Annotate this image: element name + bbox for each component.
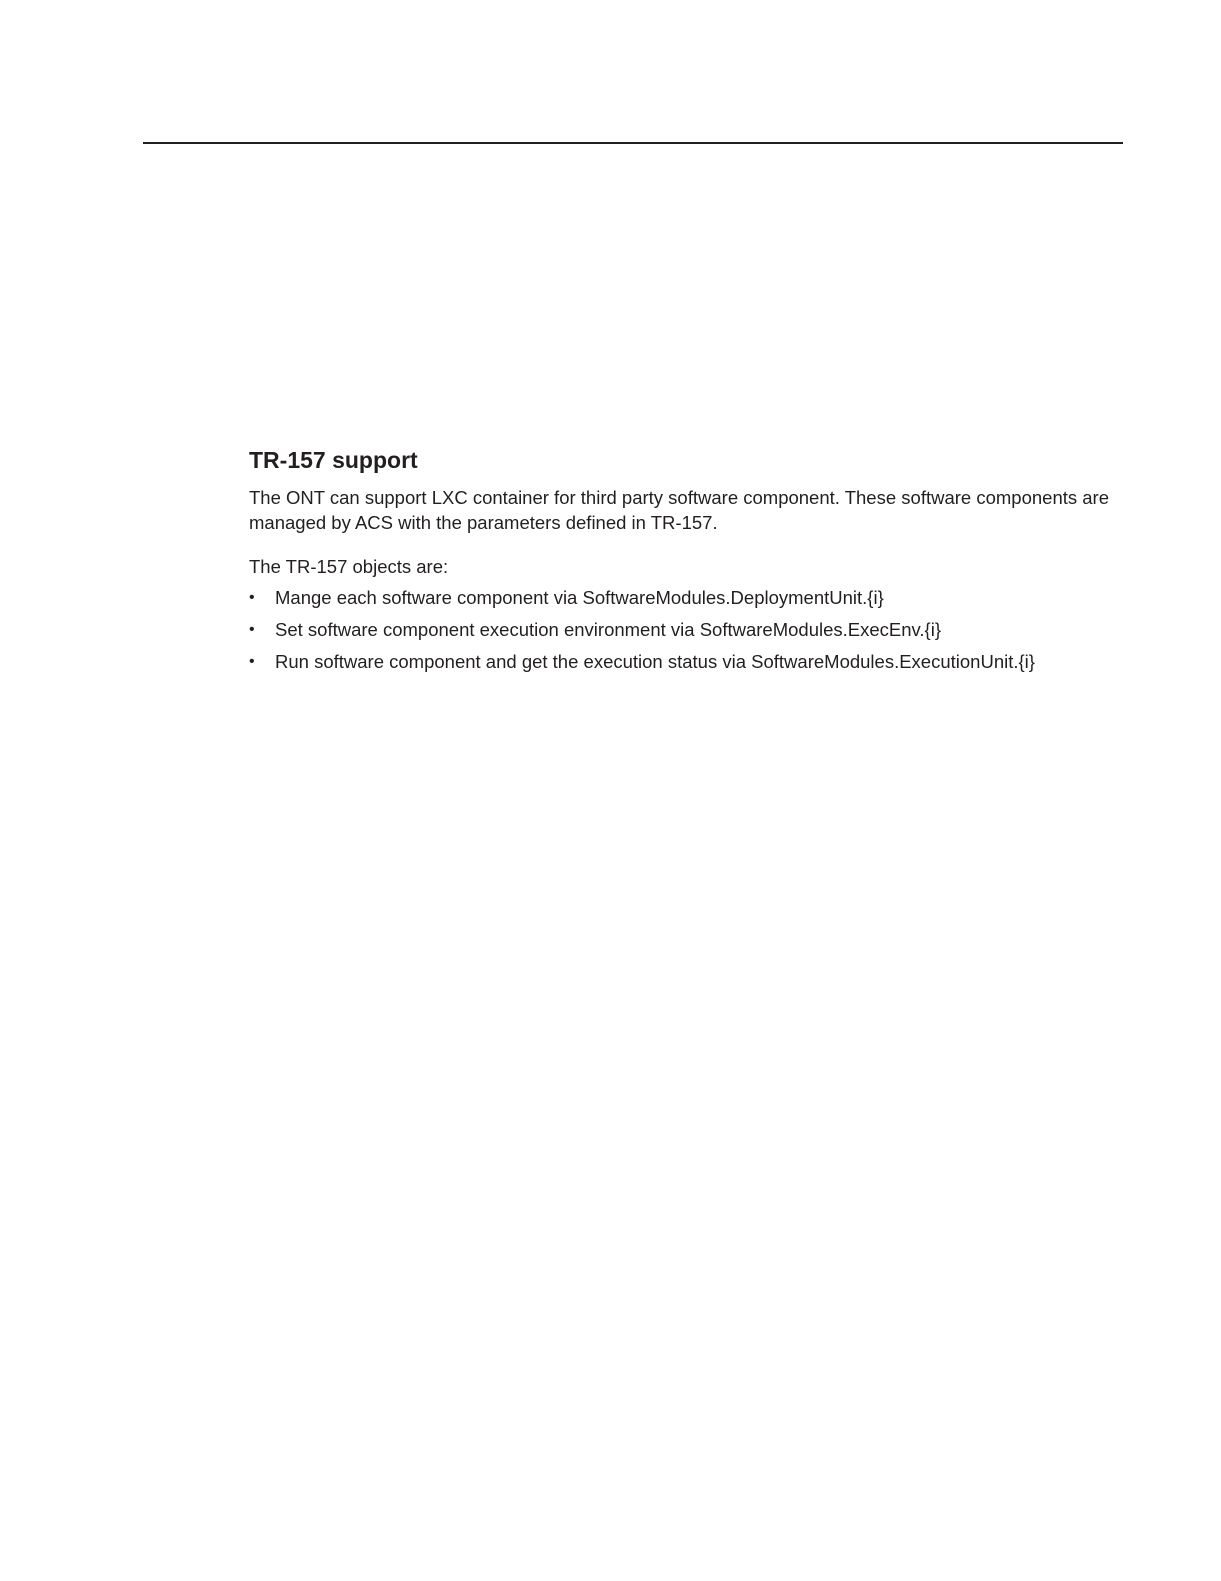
list-item (249, 617, 1129, 642)
list-item-text: Set software component execution environment via SoftwareModules.ExecEnv.{i} (275, 619, 942, 640)
objects-intro: The TR-157 objects are: (249, 556, 449, 577)
header-rule (143, 142, 1123, 144)
list-item-text: Mange each software component via SoftwareModules.DeploymentUnit.{i} (275, 587, 884, 608)
list-item (249, 649, 1129, 674)
tr157-section (249, 446, 1129, 681)
objects-list (249, 585, 1129, 674)
bullet-icon: • (249, 621, 255, 638)
section-title: TR-157 support (249, 447, 418, 473)
bullet-icon: • (249, 653, 255, 670)
bullet-icon: • (249, 589, 255, 606)
list-item (249, 585, 1129, 610)
list-item-text: Run software component and get the execution status via SoftwareModules.ExecutionUnit.{i} (275, 651, 1035, 672)
section-paragraph: The ONT can support LXC container for third party software component. These software components are managed by ACS with the parameters defined in TR-157. (249, 487, 1109, 533)
